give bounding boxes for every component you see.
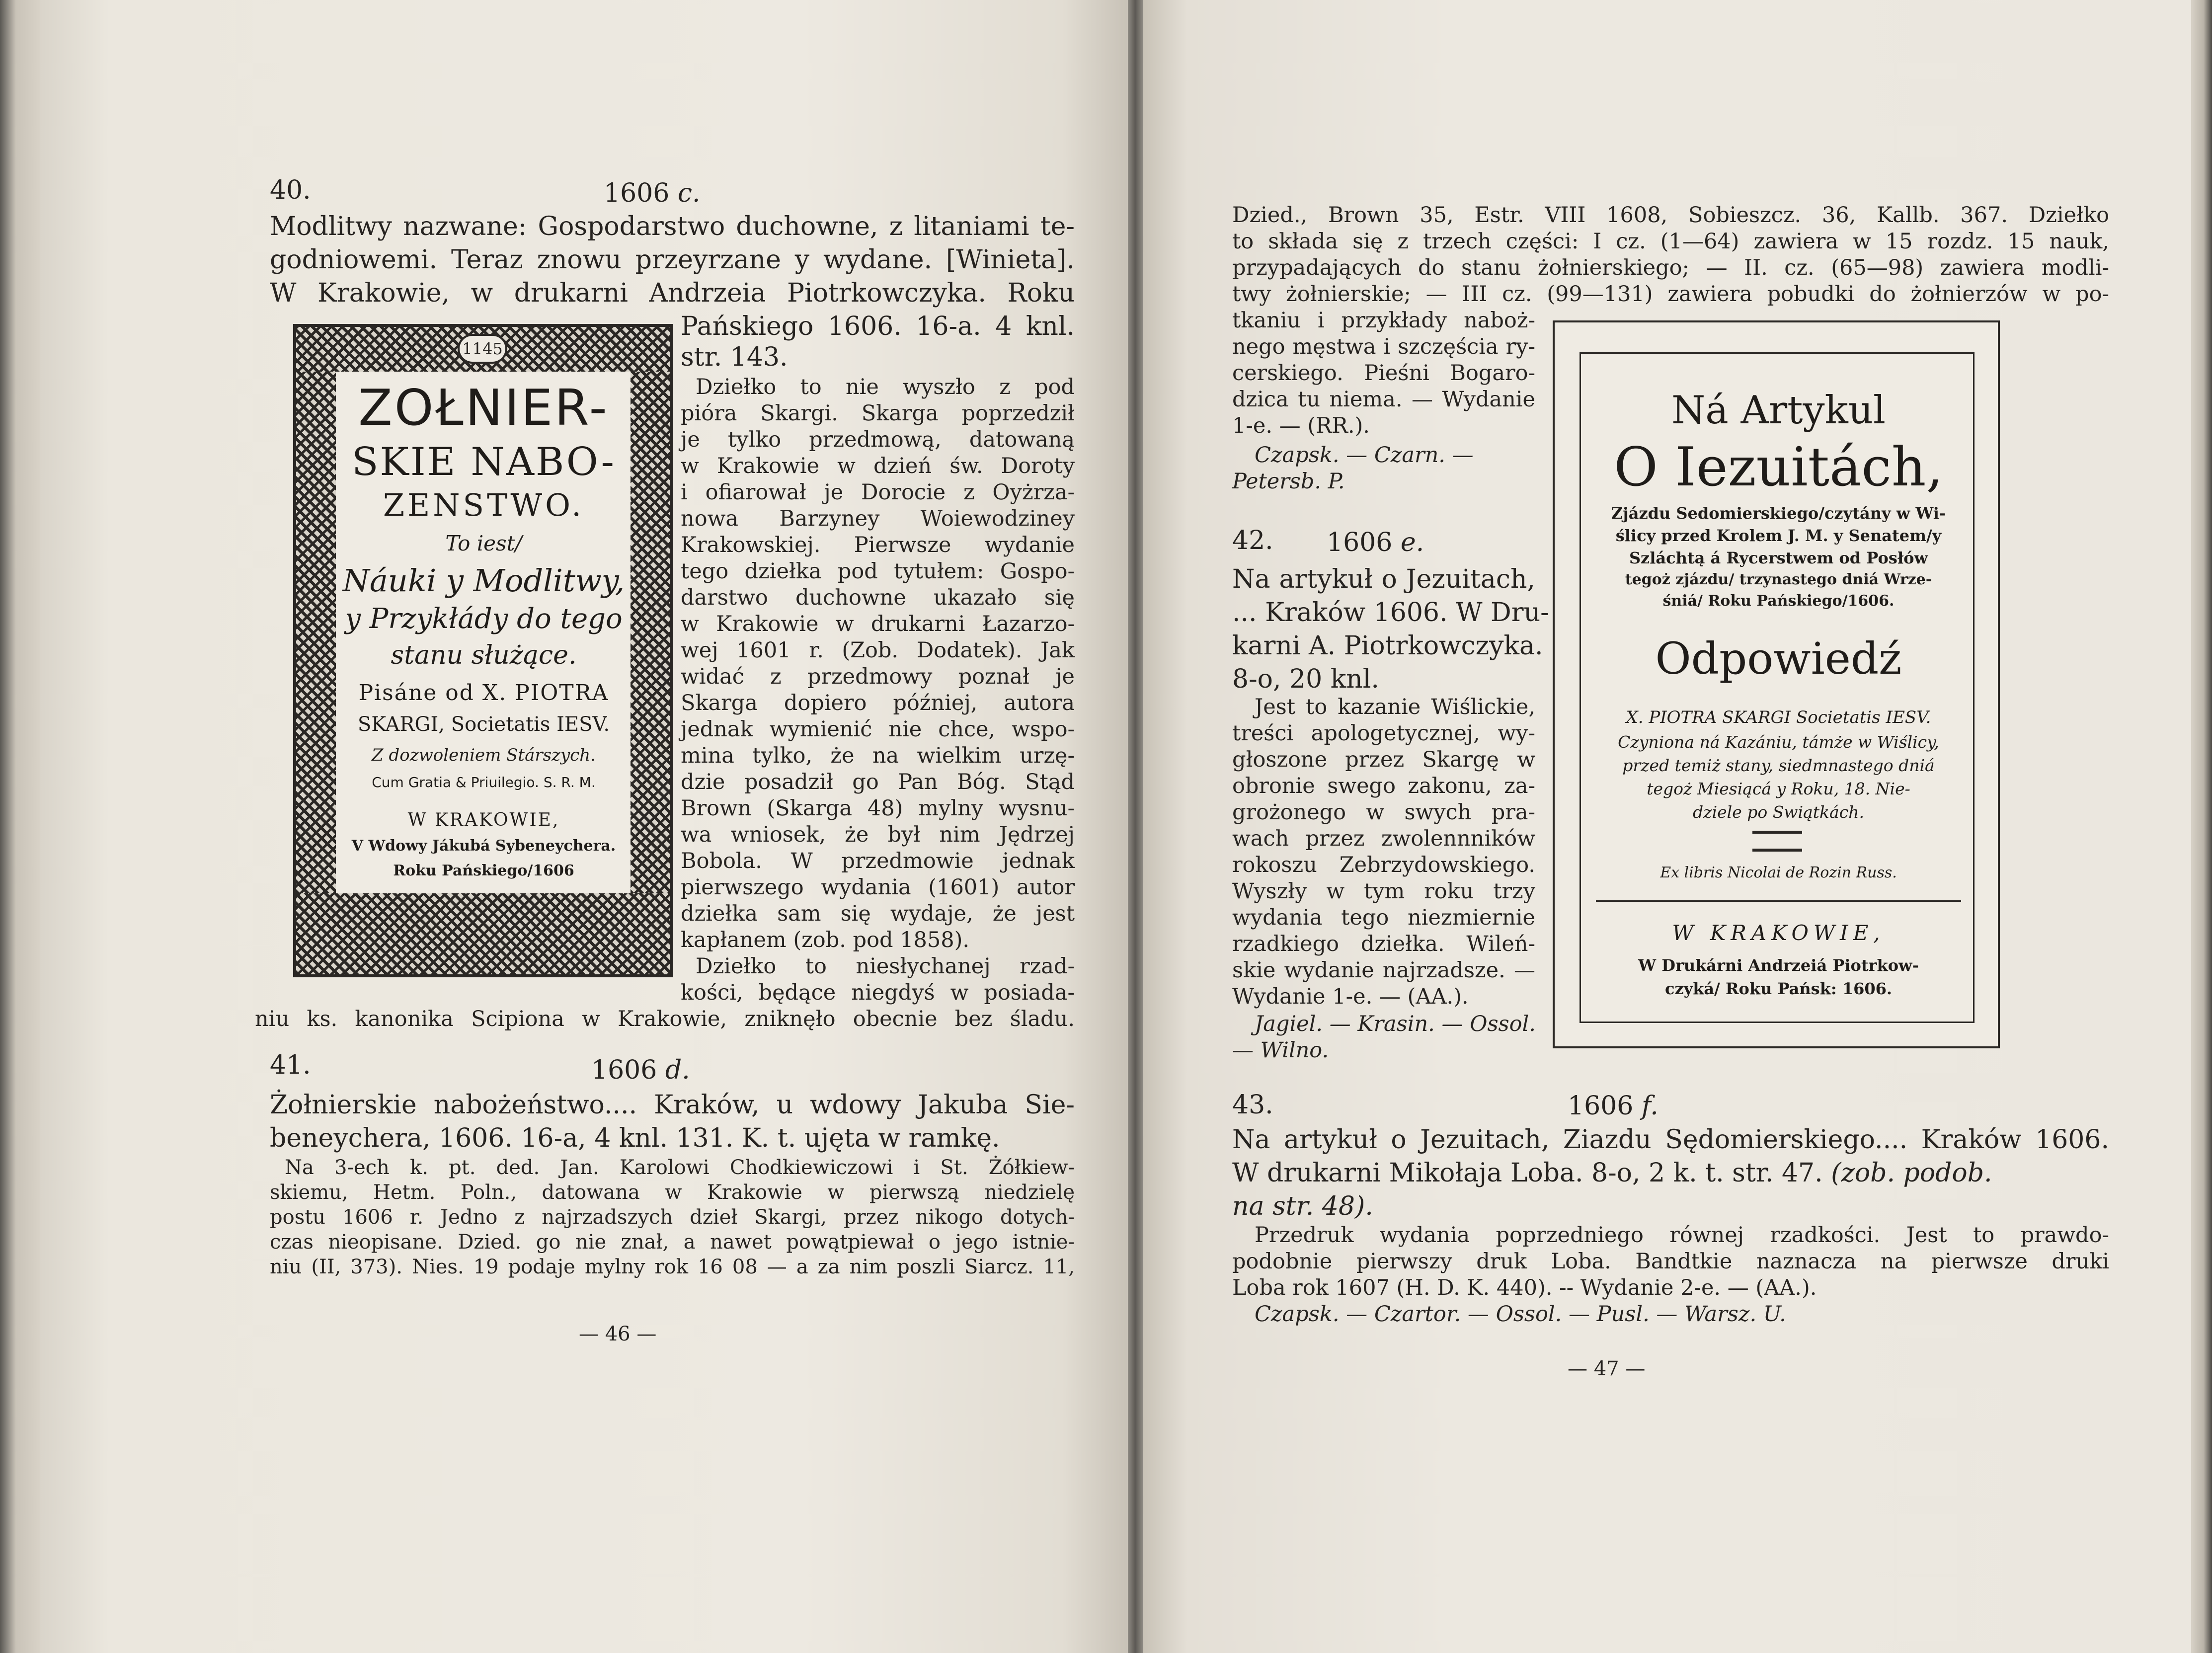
entry-40-note-line: je tylko przedmową, datowaną <box>681 427 1075 452</box>
entry-40-note-line: jednak wymienić nie chce, wspo- <box>681 717 1075 742</box>
woodcut-line-roku: Roku Pańskiego/1606 <box>393 862 574 879</box>
woodcut-line-przyklady: y Przykłády do tego <box>345 603 623 635</box>
facsimile-line: przed temiż stany, siedmnastego dniá <box>1622 756 1935 775</box>
facsimile-line: Czyniona ná Kazániu, támże w Wiślicy, <box>1618 732 1939 752</box>
entry-41-note-line: Na 3-ech k. pt. ded. Jan. Karolowi Chodkiewiczowi i St. Żółkiew- <box>285 1156 1075 1179</box>
right-page-number: — 47 — <box>1568 1357 1646 1380</box>
facsimile-title-line-1: Ná Artykul <box>1671 388 1886 433</box>
entry-42-libraries-2: — Wilno. <box>1232 1038 1329 1063</box>
woodcut-line-krakowie: W KRAKOWIE, <box>407 810 560 830</box>
facsimile-line: ślicy przed Krolem J. M. y Senatem/y <box>1615 526 1942 545</box>
entry-40-note-line: dziełka sam się wydaje, że jest <box>681 901 1075 926</box>
entry-41-note-line: skiemu, Hetm. Poln., datowana w Krakowie w pierwszą niedzielę <box>270 1181 1075 1204</box>
woodcut-line-to-iest: To iest/ <box>445 531 522 555</box>
entry-42-note-line: wydania tego niezmiernie <box>1232 905 1535 930</box>
entry-40-number: 40. <box>270 175 311 205</box>
entry-42-note-line: grożonego w swych pra- <box>1232 800 1535 825</box>
facsimile-line: śniá/ Roku Pańskiego/1606. <box>1662 592 1895 610</box>
right-page <box>1143 0 2191 1653</box>
entry-40-note-line: Dziełko to nie wyszło z pod <box>696 375 1075 399</box>
entry-43-note-line: Loba rok 1607 (H. D. K. 440). -- Wydanie 2-e. — (AA.). <box>1232 1275 1817 1300</box>
entry-42-note-line: Jest to kazanie Wiślickie, <box>1255 695 1535 719</box>
entry-40-note-line: wa wniosek, że był nim Jędrzej <box>681 822 1075 847</box>
entry-41-note-line: niu (II, 373). Nies. 19 podaje mylny rok 16 08 — a za nim poszli Siarcz. 11, <box>270 1256 1075 1278</box>
facsimile-title-line-2: O Iezuitách, <box>1614 436 1943 498</box>
entry-40-note-line: pióra Skargi. Skarga poprzedził <box>681 401 1075 426</box>
facsimile-inner-frame <box>1580 352 1975 1023</box>
entry-40-note-line: darstwo duchowne ukazało się <box>681 585 1075 610</box>
entry-40-note-line: dzie posadził go Pan Bóg. Stąd <box>681 770 1075 794</box>
entry-40-note-line: pierwszego wydania (1601) autor <box>681 875 1075 900</box>
woodcut-badge <box>458 334 507 364</box>
facsimile-author: X. PIOTRA SKARGI Societatis IESV. <box>1626 708 1931 727</box>
entry-42-number: 42. <box>1232 526 1273 555</box>
entry-40-note-line: Krakowskiej. Pierwsze wydanie <box>681 533 1075 557</box>
right-top-side-line: dzica tu niema. — Wydanie <box>1232 387 1535 412</box>
facsimile-line: dziele po Swiątkách. <box>1693 802 1864 822</box>
book-gutter <box>1128 0 1143 1653</box>
entry-42-note-line: rzadkiego dziełka. Wileń- <box>1232 932 1535 956</box>
entry-40-note-line: Skarga dopiero później, autora <box>681 691 1075 715</box>
facsimile-line: Szláchtą á Rycerstwem od Posłów <box>1629 549 1928 567</box>
entry-43-note-line: podobnie pierwszy druk Loba. Bandtkie naznacza na pierwsze druki <box>1232 1249 2109 1274</box>
entry-40-note-line: tego dziełka pod tytułem: Gospo- <box>681 559 1075 584</box>
right-top-side-line: 1-e. — (RR.). <box>1232 413 1370 438</box>
entry-41-date: 1606 d. <box>591 1055 690 1085</box>
entry-43-date: 1606 f. <box>1568 1091 1659 1121</box>
right-top-line: Dzied., Brown 35, Estr. VIII 1608, Sobieszcz. 36, Kallb. 367. Dziełko <box>1232 203 2109 228</box>
entry-42-note-line: Wyszły w tym roku trzy <box>1232 879 1535 904</box>
entry-40-line-3: W Krakowie, w drukarni Andrzeia Piotrkowczyka. Roku <box>270 278 1075 308</box>
entry-42-line: Na artykuł o Jezuitach, <box>1232 564 1535 594</box>
entry-41-line-2: beneychera, 1606. 16-a, 4 knl. 131. K. t. ujęta w ramkę. <box>270 1123 1000 1153</box>
entry-40-note-line: widać z przedmowy poznał je <box>681 664 1075 689</box>
woodcut-title-line-2: SKIE NABO- <box>352 440 616 484</box>
entry-40-last-line: niu ks. kanonika Scipiona w Krakowie, zniknęło obecnie bez śladu. <box>255 1007 1075 1031</box>
woodcut-title-line-3: ZENSTWO. <box>383 487 585 523</box>
entry-40-note-line: w Krakowie w dzień św. Doroty <box>681 454 1075 478</box>
entry-42-note-line: rokoszu Zebrzydowskiego. <box>1232 853 1535 877</box>
entry-42-note-line: wach przez zwolennników <box>1232 826 1535 851</box>
entry-40-note-line: kapłanem (zob. pod 1858). <box>681 928 970 952</box>
facsimile-ex-libris: Ex libris Nicolai de Rozin Russ. <box>1660 864 1897 881</box>
entry-42-note-line: treści apologetycznej, wy- <box>1232 721 1535 746</box>
woodcut-badge-number: 1145 <box>462 339 503 358</box>
entry-42-note-line: Wydanie 1-e. — (AA.). <box>1232 984 1469 1009</box>
entry-40-line-2: godniowemi. Teraz znowu przeyrzane y wydane. [Winieta]. <box>270 245 1075 275</box>
entry-40-note-line: Dziełko to niesłychanej rzad- <box>696 954 1075 979</box>
entry-42-line: ... Kraków 1606. W Dru- <box>1232 598 1549 628</box>
woodcut-line-nauki: Náuki y Modlitwy, <box>342 562 625 599</box>
right-top-side-line: nego męstwa i szczęścia ry- <box>1232 334 1535 359</box>
entry-43-libraries: Czapsk. — Czartor. — Ossol. — Pusl. — Warsz. U. <box>1255 1302 1786 1327</box>
entry-40-note-line: i ofiarował je Dorocie z Oyżrza- <box>681 480 1075 505</box>
entry-40-note-line: Bobola. W przedmowie jednak <box>681 849 1075 873</box>
entry-41-note-line: postu 1606 r. Jedno z najrzadszych dzieł Skargi, przez nikogo dotych- <box>270 1206 1075 1229</box>
right-top-side-line: cerskiego. Pieśni Bogaro- <box>1232 361 1535 386</box>
facsimile-line: tegoż Miesiącá y Roku, 18. Nie- <box>1647 779 1910 798</box>
woodcut-line-pisane: Pisáne od X. PIOTRA <box>358 680 609 706</box>
facsimile-imprint-line: czyká/ Roku Pańsk: 1606. <box>1664 979 1893 998</box>
right-top-line: przypadających do stanu żołnierskiego; — II. cz. (65—98) zawiera modli- <box>1232 255 2109 280</box>
entry-43-line-1: Na artykuł o Jezuitach, Ziazdu Sędomierskiego.... Kraków 1606. <box>1232 1125 2109 1155</box>
entry-42-line: 8-o, 20 knl. <box>1232 664 1379 694</box>
facsimile-odpowiedz: Odpowiedź <box>1655 633 1902 684</box>
facsimile-title-page <box>1553 320 2000 1048</box>
woodcut-title-page <box>293 324 673 977</box>
entry-42-line: karni A. Piotrkowczyka. <box>1232 631 1543 661</box>
entry-40-side-line-2: str. 143. <box>681 342 788 372</box>
right-top-line: twy żołnierskie; — III cz. (99—131) zawiera pobudki do żołnierzów w po- <box>1232 282 2109 307</box>
entry-41-line-1: Żołnierskie nabożeństwo.... Kraków, u wdowy Jakuba Sie- <box>270 1090 1075 1120</box>
facsimile-line: tegoż zjázdu/ trzynastego dniá Wrze- <box>1625 571 1932 588</box>
entry-40-note-line: wej 1601 r. (Zob. Dodatek). Jak <box>681 638 1075 663</box>
entry-40-side-line-1: Pańskiego 1606. 16-a. 4 knl. <box>681 312 1075 341</box>
entry-40-note-line: nowa Barzyney Woiewodziney <box>681 506 1075 531</box>
woodcut-line-stanu: stanu służące. <box>391 640 577 670</box>
right-top-libraries-2: Petersb. P. <box>1232 469 1345 494</box>
left-page-edge <box>0 0 40 1653</box>
entry-42-libraries-1: Jagiel. — Krasin. — Ossol. <box>1255 1012 1536 1036</box>
entry-43-note-line: Przedruk wydania poprzedniego równej rzadkości. Jest to prawdo- <box>1255 1223 2109 1248</box>
left-page-number: — 46 — <box>579 1323 657 1345</box>
entry-40-note-line: Brown (Skarga 48) mylny wysnu- <box>681 796 1075 821</box>
woodcut-line-skargi: SKARGI, Societatis IESV. <box>357 713 610 736</box>
facsimile-imprint-place: W KRAKOWIE, <box>1672 921 1885 945</box>
facsimile-imprint-line: W Drukárni Andrzeiá Piotrkow- <box>1638 956 1919 975</box>
right-top-libraries-1: Czapsk. — Czarn. — <box>1255 443 1474 468</box>
woodcut-line-privilegio: Cum Gratia & Priuilegio. S. R. M. <box>372 774 596 790</box>
entry-40-note-line: w Krakowie w drukarni Łazarzo- <box>681 612 1075 636</box>
entry-42-note-line: głoszone przez Skargę w <box>1232 747 1535 772</box>
woodcut-right-border <box>631 372 670 893</box>
entry-40-date: 1606 c. <box>604 178 701 208</box>
entry-42-date: 1606 e. <box>1327 528 1424 557</box>
entry-41-number: 41. <box>270 1050 311 1080</box>
facsimile-ornament <box>1752 831 1802 852</box>
woodcut-left-border <box>296 372 336 893</box>
woodcut-line-wdowy: V Wdowy Jákubá Sybeneychera. <box>351 837 616 855</box>
entry-40-line-1: Modlitwy nazwane: Gospodarstwo duchowne, z litaniami te- <box>270 212 1075 241</box>
right-top-line: to składa się z trzech części: I cz. (1—64) zawiera w 15 rozdz. 15 nauk, <box>1232 229 2109 254</box>
left-page <box>40 0 1128 1653</box>
right-page-edge <box>2191 0 2212 1653</box>
entry-43-number: 43. <box>1232 1090 1273 1120</box>
facsimile-divider <box>1596 900 1961 902</box>
right-top-side-line: tkaniu i przykłady naboż- <box>1232 308 1535 333</box>
woodcut-bottom-border <box>296 893 670 974</box>
woodcut-title-line-1: ZOŁNIER- <box>358 379 609 437</box>
woodcut-line-dozwoleniem: Z dozwoleniem Stárszych. <box>372 745 596 765</box>
entry-40-note-line: kości, będące niegdyś w posiada- <box>681 980 1075 1005</box>
entry-40-note-line: mina tylko, że na wielkim urzę- <box>681 743 1075 768</box>
entry-41-note-line: czas nieopisane. Dzied. go nie znał, a nawet powątpiewał o jego istnie- <box>270 1231 1075 1254</box>
woodcut-text-field <box>338 374 629 891</box>
entry-43-italic-ref: na str. 48). <box>1232 1191 1373 1221</box>
entry-43-line-2: W drukarni Mikołaja Loba. 8-o, 2 k. t. str. 47. (zob. podob. <box>1232 1158 1992 1188</box>
entry-42-note-line: obronie swego zakonu, za- <box>1232 774 1535 798</box>
facsimile-line: Zjázdu Sedomierskiego/czytány w Wi- <box>1611 504 1946 523</box>
entry-42-note-line: skie wydanie najrzadsze. — <box>1232 958 1535 983</box>
